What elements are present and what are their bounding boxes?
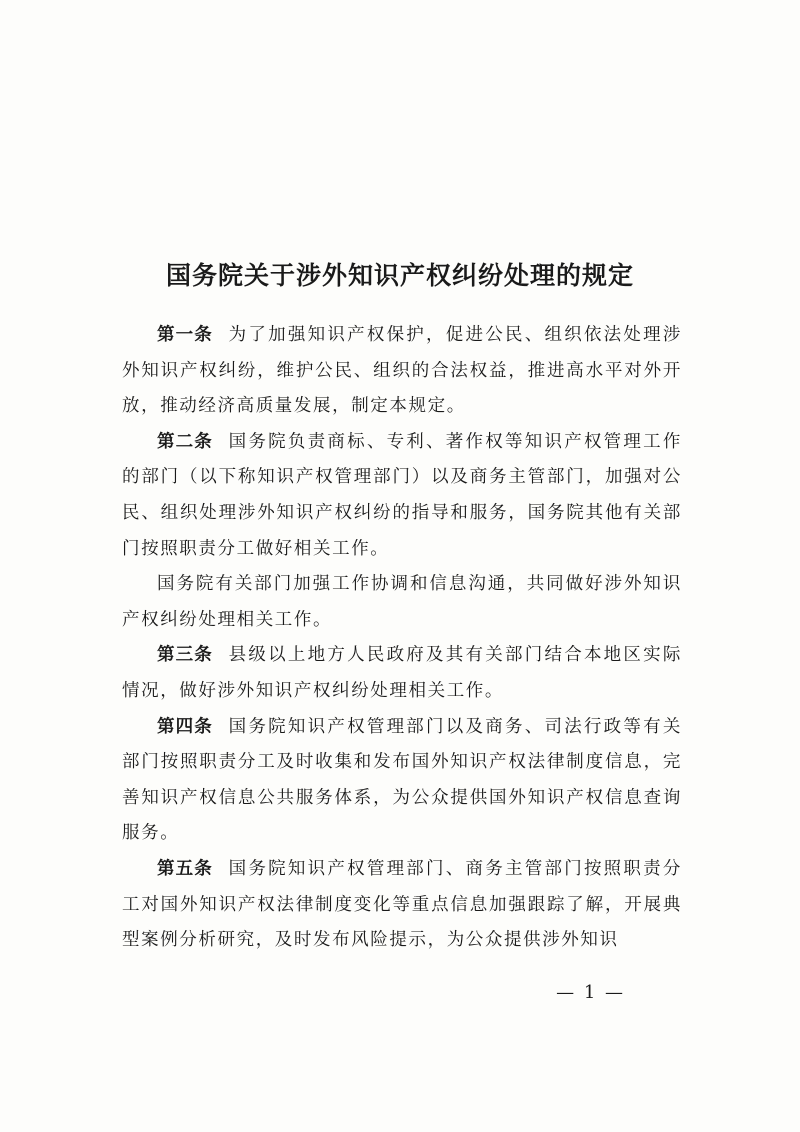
page-number-text: — 1 — [556, 982, 625, 1003]
article-text: 国务院有关部门加强工作协调和信息沟通，共同做好涉外知识产权纠纷处理相关工作。 [122, 574, 682, 630]
document-title: 国务院关于涉外知识产权纠纷处理的规定 [165, 261, 634, 290]
article-number: 第一条 [157, 325, 213, 345]
article-paragraph [122, 567, 682, 638]
article-text: 国务院知识产权管理部门、商务主管部门按照职责分工对国外知识产权法律制度变化等重点信息加强跟踪了解，开展典型案例分析研究，及时发布风险提示，为公众提供涉外知识 [122, 858, 682, 951]
article-text: 为了加强知识产权保护，促进公民、组织依法处理涉外知识产权纠纷，维护公民、组织的合法权益，推进高水平对外开放，推动经济高质量发展，制定本规定。 [122, 325, 682, 417]
article-paragraph [122, 425, 682, 567]
article-paragraph [122, 638, 682, 709]
article-text: 县级以上地方人民政府及其有关部门结合本地区实际情况，做好涉外知识产权纠纷处理相关工作。 [122, 645, 682, 701]
article-number: 第四条 [157, 716, 213, 737]
article-text: 国务院负责商标、专利、著作权等知识产权管理工作的部门（以下称知识产权管理部门）以及商务主管部门，加强对公民、组织处理涉外知识产权纠纷的指导和服务，国务院其他有关部门按照职责分工做好相关工作。 [122, 431, 682, 559]
document-body [122, 318, 682, 959]
article-text: 国务院知识产权管理部门以及商务、司法行政等有关部门按照职责分工及时收集和发布国外知识产权法律制度信息，完善知识产权信息公共服务体系，为公众提供国外知识产权信息查询服务。 [122, 716, 682, 844]
article-paragraph [122, 710, 682, 852]
article-number: 第五条 [157, 858, 213, 879]
article-number: 第二条 [157, 431, 213, 452]
article-number: 第三条 [157, 645, 213, 666]
article-paragraph [122, 318, 682, 425]
article-paragraph [122, 852, 682, 959]
